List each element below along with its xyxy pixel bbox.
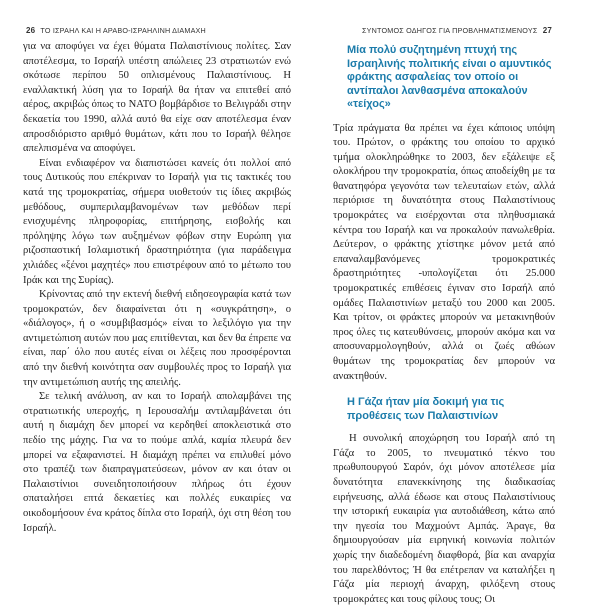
paragraph: για να αποφύγει να έχει θύματα Παλαιστίνιους πολίτες. Σαν αποτέλεσμα, το Ισραήλ υπέστη απώλειες 23 στρατιωτών ενώ σκότωσε περίπου 50 οπλισμένους Παλαιστίνιους. Η εναλλακτική λύση για το Ισραήλ θα ήταν να επιτεθεί από αέρος, ακριβώς όπως το NATO βομβάρδισε το Βελιγράδι στην δεκαετία του 1990, αλλά αυτό θα είχε σαν αποτέλεσμα έναν απροσδιόριστο αριθμό θυμάτων, κάτι που το Ισραήλ θέλησε απελπισμένα να αποφύγει.	[23, 41, 291, 155]
running-head	[333, 26, 555, 36]
left-page	[0, 0, 300, 536]
body-text	[333, 122, 555, 385]
running-head-title: ΣΥΝΤΟΜΟΣ ΟΔΗΓΟΣ ΓΙΑ ΠΡΟΒΛΗΜΑΤΙΣΜΕΝΟΥΣ	[362, 26, 538, 35]
section-heading: Η Γάζα ήταν μία δοκιμή για τις προθέσεις των Παλαιστινίων	[347, 396, 505, 422]
running-head	[23, 26, 291, 36]
paragraph: Τρία πράγματα θα πρέπει να έχει κάποιος υπόψη του. Πρώτον, ο φράκτης του οποίου το αρχικό τμήμα ολοκληρώθηκε το 2003, δεν εξάλειψε εξ ολοκλήρου την τρομοκρατία, όπως αποδείχθη με τα θανατηφόρα γεγονότα των τελευταίων ετών, αλλά περιόρισε τη δυνατότητα στους Παλαιστίνιους τρομοκράτες να εισέρχονται στα πληθυσμιακά κέντρα του Ισραήλ και να προκαλούν πανωλεθρία. Δεύτερον, ο φράκτης χτίστηκε μόνον μετά από επαναλαμβανόμενες τρομοκρατικές δραστηριότητες -υπολογίζεται ότι 25.000 τρομοκρατικές επιθέσεις έγιναν στο Ισραήλ από ομάδες Παλαιστινίων μεταξύ του 2000 και 2005. Και τρίτον, οι φράκτες μπορούν να μετακινηθούν προς όλες τις κατευθύνσεις, μπορούν ακόμα και να αποσυναρμολογηθούν, αλλά οι ζωές αθώων θυμάτων της τρομοκρατίας δεν μπορούν να ανακτηθούν.	[333, 122, 555, 382]
paragraph: Κρίνοντας από την εκτενή διεθνή ειδησεογραφία κατά των τρομοκρατών, δεν διαφαίνεται ότι η «συγκράτηση», ο «διάλογος», ή ο «συμβιβασμός» είναι το λεξιλόγιο για την αντιμετώπιση αυτών που μας επιτίθενται, και δεν θα έπρεπε να είναι, παρ΄ όλο που αυτές είναι οι λέξεις που προσφέρονται από την διεθνή κοινότητα σαν συμβουλές προς το Ισραήλ για την αντιμετώπιση αυτής της απειλής.	[23, 289, 291, 388]
page-number: 27	[542, 26, 552, 35]
body-text	[333, 432, 555, 607]
body-text	[23, 40, 291, 536]
running-head-title: ΤΟ ΙΣΡΑΗΛ ΚΑΙ Η ΑΡΑΒΟ-ΙΣΡΑΗΛΙΝΗ ΔΙΑΜΑΧΗ	[40, 26, 206, 35]
right-page	[300, 0, 600, 607]
page-number: 26	[26, 26, 36, 35]
paragraph: Είναι ενδιαφέρον να διαπιστώσει κανείς ότι πολλοί από τους Δυτικούς που επέκριναν το Ισραήλ για τις τακτικές του κατά της τρομοκρατίας, σήμερα υιοθετούν τις ίδιες ακριβώς μεθόδους, συμπεριλαμβανομένων των μεθόδων περί ενισχυμένης πληροφορίας, επιτήρησης, εισβολής και πρόληψης λόγω των αυξημένων φόβων στην Ευρώπη για ριζοσπαστική Ισλαμιστική δραστηριότητα (για παράδειγμα χιλιάδες «ξένοι μαχητές» που επιστρέφουν από το μέτωπο του Ιράκ και της Συρίας).	[23, 157, 291, 286]
section-heading: Μία πολύ συζητημένη πτυχή της Ισραηλινής πολιτικής είναι ο αμυντικός φράκτης ασφαλείας τον οποίο οι αντίπαλοι λανθασμένα αποκαλούν «τείχος»	[347, 44, 552, 110]
paragraph: Η συνολική αποχώρηση του Ισραήλ από τη Γάζα το 2005, το πνευματικό τέκνο του πρωθυπουργού Σαρόν, όχι μόνον αποτέλεσε μία δυνατότητα επανεκκίνησης της διαδικασίας ειρήνευσης, αλλά έδωσε και στους Παλαιστίνιους την ιστορική ευκαιρία για αυτοδιάθεση, κάτω από την ηγεσία του Μαχμούντ Αμπάς. Άραγε, θα δημιουργούσαν μία ειρηνική κοινωνία πολιτών χωρίς την διαδεδομένη διαφθορά, βία και αναρχία του παρελθόντος; Ή θα επέτρεπαν να καταλήξει η Γάζα μία περιοχή άναρχη, φιλόξενη στους τρομοκράτες και τους φίλους τους; Οι	[333, 433, 555, 605]
paragraph: Σε τελική ανάλυση, αν και το Ισραήλ απολαμβάνει της στρατιωτικής υπεροχής, η Ιερουσαλήμ αντιλαμβάνεται ότι αυτή η διαμάχη δεν μπορεί να κερδηθεί αποκλειστικά στο πεδίο της μάχης. Για να το πούμε απλά, καμία πλευρά δεν μπορεί να εξαφανιστεί. Η διαμάχη πρέπει να επιλυθεί μόνο στο τραπέζι των διαπραγματεύσεων, μόνον αν και όταν οι Παλαιστίνιοι συνειδητοποιήσουν πλήρως ότι έχουν σπαταλήσει επτά δεκαετίες και πολλές ευκαιρίες να οικοδομήσουν ένα κράτος δίπλα στο Ισραήλ, όχι στη θέση του Ισραήλ.	[23, 391, 291, 534]
